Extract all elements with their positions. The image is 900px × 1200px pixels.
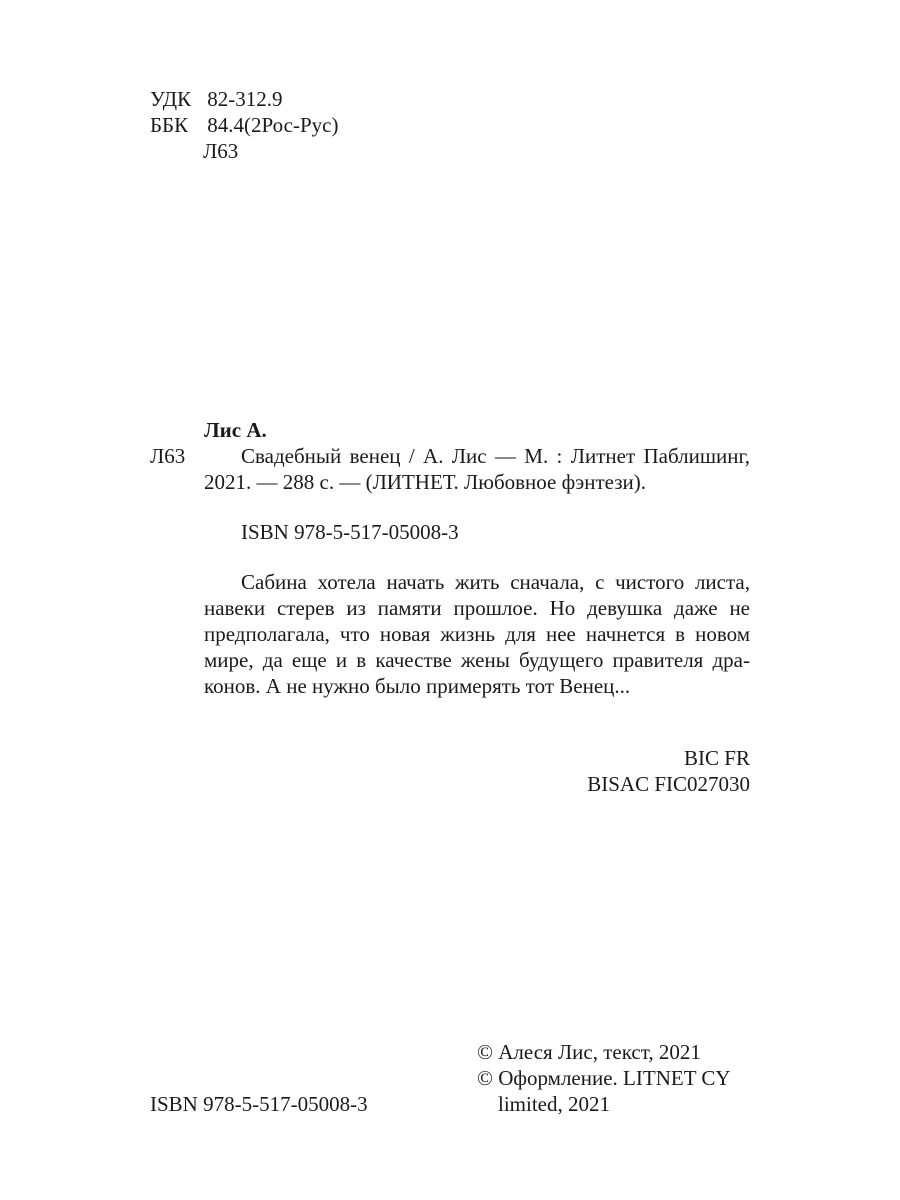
annotation-line: предполагала, что новая жизнь для нее начнется в новом [204,622,750,646]
bisac-code: BISAC FIC027030 [587,772,750,796]
udk-label: УДК [150,87,192,111]
bibliographic-description [204,443,750,495]
annotation [204,569,750,699]
annotation-line: конов. А не нужно было примерять тот Венец... [204,674,631,698]
classification-block [150,86,338,164]
copyright-block [477,1039,731,1117]
author-name: Лис А. [204,418,267,442]
subject-codes [587,745,750,797]
bic-code: BIC FR [684,746,750,770]
annotation-line: Сабина хотела начать жить сначала, с чистого листа, [241,570,750,594]
isbn-entry: ISBN 978-5-517-05008-3 [241,520,459,544]
bbk-label: ББК [150,113,189,137]
bib-line-1: Свадебный венец / А. Лис — М. : Литнет Паблишинг, [241,444,750,468]
copyright-design-cont: limited, 2021 [498,1092,610,1116]
bib-line-2: 2021. — 288 с. — (ЛИТНЕТ. Любовное фэнтези). [204,470,647,494]
udk-row [150,86,338,112]
copyright-design: © Оформление. LITNET CY [477,1066,731,1090]
annotation-line: навеки стерев из памяти прошлое. Но девушка даже не [204,596,750,620]
author-mark-top: Л63 [203,139,239,163]
udk-value: 82-312.9 [207,87,283,111]
isbn-footer: ISBN 978-5-517-05008-3 [150,1092,368,1116]
bbk-row [150,112,338,138]
author-mark: Л63 [150,444,186,468]
bbk-value: 84.4(2Рос-Рус) [207,113,339,137]
copyright-text: © Алеся Лис, текст, 2021 [477,1040,701,1064]
annotation-line: мире, да еще и в качестве жены будущего правителя дра- [204,648,750,672]
